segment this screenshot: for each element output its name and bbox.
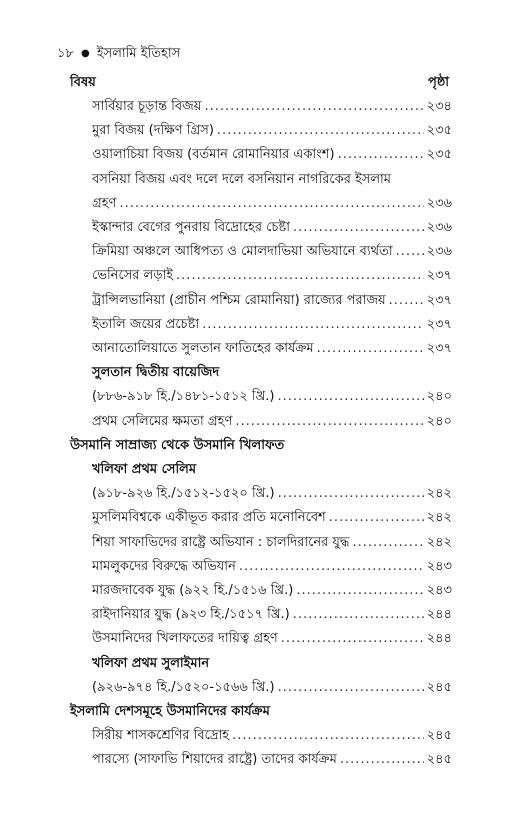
toc-entry-title: ভেনিসের লড়াই (92, 268, 174, 284)
dot-leader (338, 147, 424, 162)
toc-entry (92, 194, 452, 215)
toc-entry (92, 291, 452, 312)
toc-entry-title: গ্রহণ (92, 195, 117, 211)
toc-entry-page: ২৩৫ (426, 147, 452, 163)
toc-entry-page: ২৪৫ (426, 728, 452, 744)
toc-entry-page: ২৪৪ (426, 631, 452, 647)
subsection-heading: সুলতান দ্বিতীয় বায়েজিদ (92, 365, 220, 381)
toc-entry (92, 97, 452, 118)
toc-entry-title: ট্রান্সিলভানিয়া (প্রাচীন পশ্চিম রোমানিয়া) রাজ্যের পরাজয় (92, 292, 386, 308)
toc-entry (92, 412, 452, 433)
toc-entry-page: ২৩৫ (426, 123, 452, 139)
toc-entry-page: ২৪৫ (426, 752, 452, 768)
toc-entry-title: ওয়ালাচিয়া বিজয় (বর্তমান রোমানিয়ার একাংশ) (92, 147, 335, 163)
toc-entry-title: আনাতোলিয়াতে সুলতান ফাতিহের কার্যক্রম (92, 341, 314, 356)
toc-entry-page: ২৩৪ (426, 99, 452, 114)
toc-entry-page: ২৩৬ (426, 195, 452, 211)
toc-entry-title: ক্রিমিয়া অঞ্চলে আধিপত্য ও মোলদাভিয়া অভিযানে ব্যর্থতা (92, 244, 393, 260)
dot-leader (239, 559, 424, 574)
toc-entry-title: মুসলিমবিশ্বকে একীভূত করার প্রতি মনোনিবেশ (92, 510, 326, 526)
dot-leader (278, 486, 424, 501)
toc-entry (92, 533, 452, 554)
toc-entry-page: ২৩৭ (426, 341, 452, 356)
toc-entry-title: (৯১৮-৯২৬ হি./১৫১২-১৫২০ খ্রি.) (92, 486, 275, 502)
dot-leader (352, 535, 423, 550)
toc-entry-first-line: বসনিয়া বিজয় এবং দলে দলে বসনিয়ান নাগরিকের ইসলাম (92, 171, 392, 187)
toc-entry-title: সার্বিয়ার চূড়ান্ত বিজয় (92, 99, 202, 114)
toc-entry (92, 266, 452, 287)
toc-entry-page: ২৪০ (426, 389, 452, 405)
running-head (57, 44, 180, 65)
toc-entry-page: ২৪৩ (426, 583, 452, 598)
toc-entry-page: ২৪৩ (426, 558, 452, 574)
dot-leader (235, 414, 423, 429)
dot-leader (176, 268, 424, 283)
toc-entry-title: রাইদানিয়ার যুদ্ধ (৯২৩ হি./১৫১৭ খ্রি.) (92, 607, 290, 623)
toc-entry (92, 242, 452, 263)
subsection-heading: খলিফা প্রথম সেলিম (92, 462, 197, 477)
toc-entry-page: ২৪৫ (426, 679, 452, 695)
toc-entry-title: শিয়া সাফাভিদের রাষ্ট্রে অভিযান : চালদিরানের যুদ্ধ (92, 534, 350, 550)
page-number: ১৮ (57, 46, 74, 61)
toc-entry (92, 557, 452, 578)
toc-entry-title: (৮৮৬-৯১৮ হি./১৪৮১-১৫১২ খ্রি.) (92, 389, 275, 405)
dot-leader (217, 123, 424, 138)
toc-entry-title: উসমানিদের খিলাফতের দায়িত্ব গ্রহণ (92, 631, 278, 647)
section-heading: উসমানি সাম্রাজ্য থেকে উসমানি খিলাফত (70, 437, 285, 453)
dot-leader (293, 220, 424, 235)
dot-leader (202, 317, 424, 332)
toc-entry (92, 484, 452, 505)
toc-entry-title: (৯২৬-৯৭৪ হি./১৫২০-১৫৬৬ খ্রি.) (92, 679, 275, 695)
toc-entry (92, 605, 452, 626)
toc-entry (92, 508, 452, 529)
dot-leader (340, 752, 424, 767)
dot-leader (317, 341, 424, 356)
toc-entry-title: মামলুকদের বিরুদ্ধে অভিযান (92, 558, 236, 574)
toc-entry-title: মুরা বিজয় (দক্ষিণ গ্রিস) (92, 123, 214, 139)
section-heading: ইসলামি দেশসমূহে উসমানিদের কার্যক্রম (70, 704, 270, 719)
book-title: ইসলামি ইতিহাস (96, 46, 181, 61)
toc-entry-page: ২৩৭ (426, 268, 452, 284)
toc-entry-title: ইতালি জয়ের প্রচেষ্টা (92, 316, 200, 332)
toc-entry (92, 145, 452, 166)
dot-leader (204, 99, 423, 114)
toc-entry-page: ২৩৬ (426, 244, 452, 260)
toc-entry (92, 121, 452, 142)
subsection-heading: খলিফা প্রথম সুলাইমান (92, 655, 210, 671)
toc-entry-title: সিরীয় শাসকশ্রেণির বিদ্রোহ (92, 728, 230, 744)
dot-leader (293, 607, 424, 622)
dot-leader (389, 293, 424, 308)
dot-leader (119, 196, 423, 211)
toc-entry-page: ২৩৬ (426, 220, 452, 235)
toc-entry (92, 581, 452, 602)
dot-leader (396, 244, 424, 259)
dot-leader (232, 728, 424, 743)
dot-leader (296, 583, 423, 598)
dot-leader (278, 680, 424, 695)
toc-entry-title: ইস্কান্দার বেগের পুনরায় বিদ্রোহের চেষ্টা (92, 220, 290, 235)
toc-entry (92, 750, 452, 771)
toc-entry (92, 218, 452, 239)
toc-entry (92, 339, 452, 360)
toc-entry-page: ২৪২ (426, 486, 452, 502)
toc-entry-page: ২৩৭ (426, 292, 452, 308)
bullet-icon: ● (81, 48, 90, 59)
toc-entry (92, 387, 452, 408)
dot-leader (278, 389, 424, 404)
toc-entry-page: ২৪২ (426, 534, 452, 550)
toc-entry-title: প্রথম সেলিমের ক্ষমতা গ্রহণ (92, 413, 233, 429)
toc-entry-page: ২৩৭ (426, 316, 452, 332)
dot-leader (281, 631, 424, 646)
toc-entry (92, 726, 452, 747)
toc-entry (92, 629, 452, 650)
toc-entry (92, 315, 452, 336)
toc-entry-page: ২৪০ (426, 413, 452, 429)
page-column-heading: পৃষ্ঠা (428, 75, 450, 90)
toc-entry-page: ২৪৪ (426, 607, 452, 623)
toc-entry-title: পারস্যে (সাফাভি শিয়াদের রাষ্ট্রে) তাদের কার্যক্রম (92, 752, 337, 768)
dot-leader (329, 510, 424, 525)
toc-entry-page: ২৪২ (426, 510, 452, 526)
toc-entry (92, 678, 452, 699)
subject-column-heading: বিষয় (70, 75, 96, 90)
toc-entry-title: মারজদাবেক যুদ্ধ (৯২২ হি./১৫১৬ খ্রি.) (92, 583, 294, 598)
